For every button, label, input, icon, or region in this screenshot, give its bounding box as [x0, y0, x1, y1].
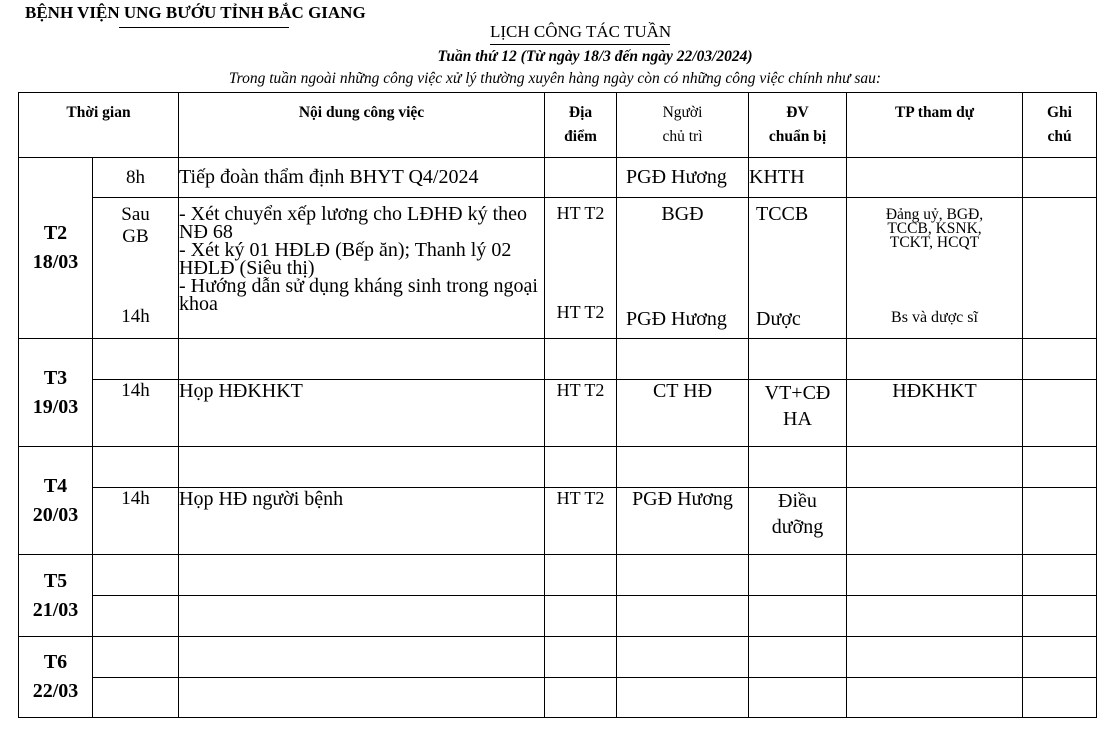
prep-text: Điều dưỡng — [771, 490, 824, 538]
col-note-line2: chú — [1047, 128, 1072, 145]
time-cell — [93, 488, 179, 555]
place-cell — [545, 488, 617, 555]
day-cell-t6 — [19, 637, 93, 718]
host-cell — [617, 678, 749, 718]
col-host-line1: Người — [662, 104, 703, 121]
table-row — [19, 488, 1097, 555]
content-text: - Xét chuyển xếp lương cho LĐHĐ ký theo NĐ 68 — [179, 203, 527, 243]
note-cell — [1023, 678, 1097, 718]
host-cell — [617, 447, 749, 488]
col-header-content — [179, 93, 545, 158]
time-text: 14h — [121, 380, 150, 401]
table-row — [19, 339, 1097, 380]
schedule-table — [18, 92, 1097, 718]
note-cell — [1023, 380, 1097, 447]
col-time-label: Thời gian — [66, 104, 131, 121]
time-cell — [93, 596, 179, 637]
content-text: Tiếp đoàn thẩm định BHYT Q4/2024 — [179, 166, 479, 188]
time-cell — [93, 678, 179, 718]
day-date: 19/03 — [32, 395, 79, 418]
col-header-note — [1023, 93, 1097, 158]
table-row — [19, 637, 1097, 678]
place-text: HT T2 — [556, 380, 605, 400]
prep-text: VT+CĐHA — [764, 382, 831, 430]
note-cell — [1023, 555, 1097, 596]
content-text: Họp HĐKHKT — [179, 380, 303, 402]
prep-cell — [749, 555, 847, 596]
place-cell — [545, 596, 617, 637]
week-subtitle: Tuần thứ 12 (Từ ngày 18/3 đến ngày 22/03/2024) — [437, 48, 753, 65]
prep-cell — [749, 198, 847, 339]
content-cell — [179, 158, 545, 198]
host-text: BGĐ — [661, 203, 704, 225]
time-cell — [93, 158, 179, 198]
col-attendees-label: TP tham dự — [894, 104, 975, 121]
time-cell — [93, 339, 179, 380]
table-row — [19, 198, 1097, 339]
table-row — [19, 678, 1097, 718]
time-cell — [93, 637, 179, 678]
time-text: Sau — [121, 204, 150, 225]
prep-cell — [749, 447, 847, 488]
prep-cell — [749, 488, 847, 555]
time-cell — [93, 447, 179, 488]
page-title: LỊCH CÔNG TÁC TUẦN — [490, 22, 672, 41]
content-cell — [179, 380, 545, 447]
day-label: T2 — [43, 222, 68, 244]
host-cell — [617, 596, 749, 637]
intro-text: Trong tuần ngoài những công việc xử lý thường xuyên hàng ngày còn có những công việc chính như sau: — [228, 70, 882, 87]
attendees-text: HĐKHKT — [892, 380, 977, 402]
prep-text: Dược — [756, 308, 801, 330]
col-content-label: Nội dung công việc — [298, 104, 425, 121]
content-cell — [179, 637, 545, 678]
day-cell-t3 — [19, 339, 93, 447]
place-cell — [545, 380, 617, 447]
title-underline — [490, 44, 670, 45]
col-note-line1: Ghi — [1047, 104, 1072, 121]
place-text: HT T2 — [556, 488, 605, 508]
time-text: 8h — [126, 166, 145, 188]
place-text: HT T2 — [556, 203, 605, 223]
place-text: HT T2 — [556, 302, 605, 322]
host-text: CT HĐ — [652, 380, 713, 402]
day-cell-t5 — [19, 555, 93, 637]
attendees-text: Bs và dược sĩ — [891, 309, 978, 326]
day-cell-t4 — [19, 447, 93, 555]
prep-cell — [749, 380, 847, 447]
host-cell — [617, 555, 749, 596]
col-prep-line2: chuẩn bị — [768, 128, 827, 145]
attendees-cell — [847, 637, 1023, 678]
content-text: - Xét ký 01 HĐLĐ (Bếp ăn); Thanh lý 02 HĐLĐ (Siêu thị) — [179, 239, 512, 279]
note-cell — [1023, 158, 1097, 198]
host-cell — [617, 637, 749, 678]
day-label: T6 — [43, 651, 68, 673]
attendees-cell — [847, 596, 1023, 637]
prep-cell — [749, 596, 847, 637]
note-cell — [1023, 198, 1097, 339]
day-cell-t2 — [19, 158, 93, 339]
col-header-prep — [749, 93, 847, 158]
attendees-cell — [847, 158, 1023, 198]
attendees-text: Đảng uỷ, BGĐ, TCCB, KSNK, TCKT, HCQT — [885, 206, 984, 251]
day-date: 18/03 — [32, 251, 79, 273]
prep-cell — [749, 637, 847, 678]
note-cell — [1023, 339, 1097, 380]
prep-text: KHTH — [749, 166, 805, 188]
note-cell — [1023, 447, 1097, 488]
time-cell — [93, 380, 179, 447]
content-cell — [179, 555, 545, 596]
prep-cell — [749, 339, 847, 380]
prep-text: TCCB — [756, 203, 809, 225]
prep-cell — [749, 678, 847, 718]
col-header-host — [617, 93, 749, 158]
place-cell — [545, 678, 617, 718]
col-header-attendees — [847, 93, 1023, 158]
time-cell — [93, 198, 179, 339]
day-label: T3 — [43, 366, 68, 389]
place-cell — [545, 555, 617, 596]
note-cell — [1023, 596, 1097, 637]
day-label: T4 — [43, 474, 68, 497]
attendees-cell — [847, 555, 1023, 596]
host-cell — [617, 339, 749, 380]
col-host-line2: chủ trì — [662, 128, 703, 145]
day-label: T5 — [43, 569, 68, 592]
attendees-cell — [847, 339, 1023, 380]
host-text: PGĐ Hương — [626, 308, 727, 330]
table-row — [19, 380, 1097, 447]
attendees-cell — [847, 447, 1023, 488]
content-cell — [179, 198, 545, 339]
host-cell — [617, 488, 749, 555]
content-text: - Hướng dẫn sử dụng kháng sinh trong ngoại khoa — [179, 275, 538, 315]
time-text: 14h — [121, 488, 150, 509]
col-place-line2: điểm — [564, 128, 597, 145]
col-header-place — [545, 93, 617, 158]
content-cell — [179, 678, 545, 718]
place-cell — [545, 447, 617, 488]
place-cell — [545, 158, 617, 198]
table-row — [19, 555, 1097, 596]
host-cell — [617, 198, 749, 339]
host-text: PGĐ Hương — [626, 166, 727, 188]
hospital-underline — [119, 27, 289, 28]
place-cell — [545, 637, 617, 678]
col-place-line1: Địa — [568, 104, 593, 121]
host-cell — [617, 158, 749, 198]
attendees-cell — [847, 488, 1023, 555]
hospital-name: BỆNH VIỆN UNG BƯỚU TỈNH BẮC GIANG — [25, 3, 366, 22]
header-row — [19, 93, 1097, 158]
content-cell — [179, 339, 545, 380]
note-cell — [1023, 488, 1097, 555]
place-cell — [545, 339, 617, 380]
day-date: 21/03 — [32, 598, 79, 621]
col-prep-line1: ĐV — [786, 104, 809, 121]
prep-cell — [749, 158, 847, 198]
content-cell — [179, 447, 545, 488]
table-row — [19, 596, 1097, 637]
table-row — [19, 447, 1097, 488]
col-header-time — [19, 93, 179, 158]
place-cell — [545, 198, 617, 339]
host-text: PGĐ Hương — [632, 488, 733, 510]
day-date: 20/03 — [32, 503, 79, 526]
note-cell — [1023, 637, 1097, 678]
time-cell — [93, 555, 179, 596]
attendees-cell — [847, 198, 1023, 339]
day-date: 22/03 — [32, 680, 79, 702]
attendees-cell — [847, 678, 1023, 718]
time-text: 14h — [121, 306, 150, 327]
content-cell — [179, 488, 545, 555]
content-text: Họp HĐ người bệnh — [179, 488, 344, 510]
content-cell — [179, 596, 545, 637]
table-row — [19, 158, 1097, 198]
host-cell — [617, 380, 749, 447]
time-text: GB — [122, 226, 149, 247]
attendees-cell — [847, 380, 1023, 447]
